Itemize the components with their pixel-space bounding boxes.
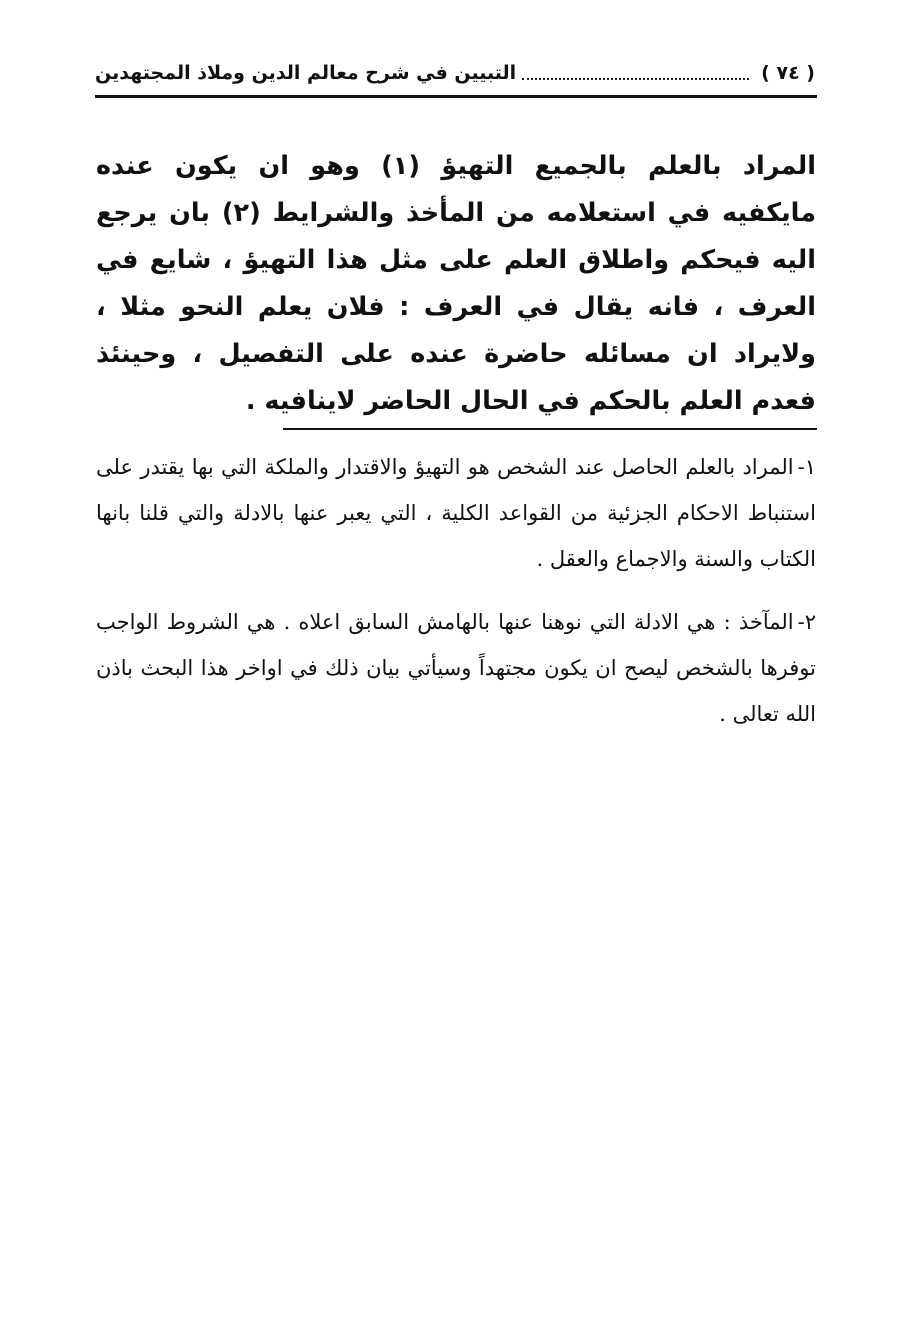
dotted-leader: [522, 78, 749, 80]
footnote-marker: ٢-: [797, 610, 816, 634]
running-header: [95, 55, 815, 91]
header-rule: [95, 95, 817, 98]
footnotes: [96, 444, 816, 754]
footnote-text: المآخذ : هي الادلة التي نوهنا عنها بالهامش السابق اعلاه . هي الشروط الواجب توفرها بالشخص ليصح ان يكون مجتهداً وسيأتي بيان ذلك في اواخر هذا البحث باذن الله تعالى .: [96, 610, 816, 726]
page-number: ( ٧٤ ): [761, 62, 815, 84]
footnote-text: المراد بالعلم الحاصل عند الشخص هو التهيؤ والاقتدار والملكة التي بها يقتدر على استنباط الاحكام الجزئية من القواعد الكلية ، التي يعبر عنها بالادلة والتي قلنا بانها الكتاب والسنة والاجماع والعقل .: [96, 455, 816, 571]
footnote-marker: ١-: [797, 455, 816, 479]
footnote-1: [96, 444, 816, 582]
book-title: التبيين في شرح معالم الدين وملاذ المجتهدين: [95, 62, 517, 84]
main-paragraph: المراد بالعلم بالجميع التهيؤ (١) وهو ان يكون عنده مايكفيه في استعلامه من المأخذ والشرايط (٢) بان يرجع اليه فيحكم واطلاق العلم على مثل هذا التهيؤ ، شايع في العرف ، فانه يقال في العرف : فلان يعلم النحو مثلا ، ولايراد ان مسائله حاضرة عنده على التفصيل ، وحينئذ فعدم العلم بالحكم في الحال الحاضر لاينافيه .: [96, 151, 817, 416]
footnote-separator: [283, 428, 817, 430]
footnote-2: [96, 599, 816, 737]
